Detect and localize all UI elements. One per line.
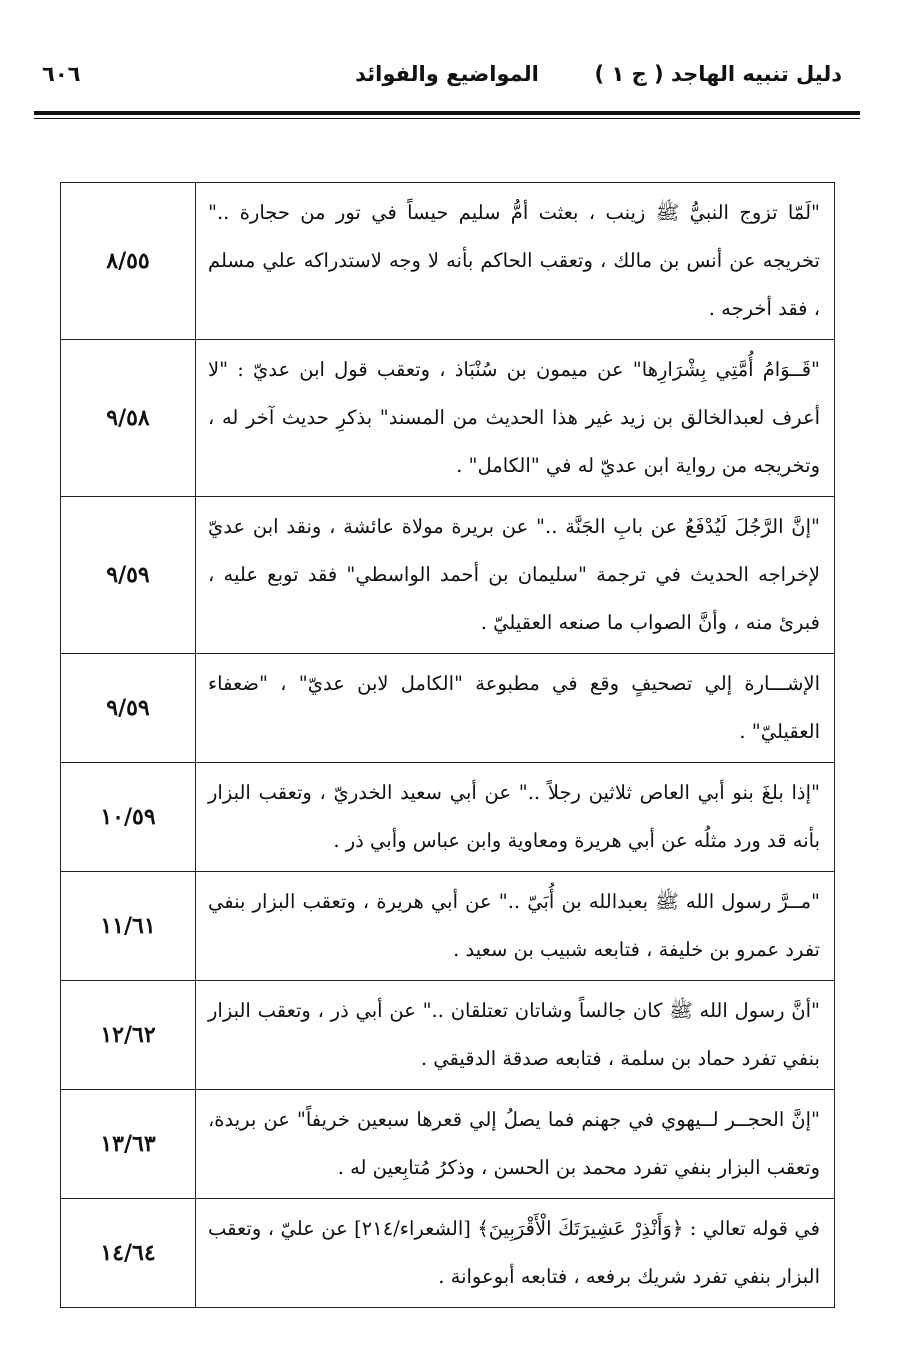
topic-description: "أنَّ رسول الله ﷺ كان جالساً وشاتان تعتلقان .." عن أبي ذر ، وتعقب البزار بنفي تفرد حماد بن سلمة ، فتابعه صدقة الدقيقي .	[196, 981, 835, 1090]
topics-table	[60, 182, 835, 1308]
topic-reference: ١٤/٦٤	[61, 1199, 196, 1308]
topic-reference: ٩/٥٨	[61, 340, 196, 497]
table-row	[61, 1199, 835, 1308]
topic-reference: ١٢/٦٢	[61, 981, 196, 1090]
topic-reference: ٨/٥٥	[61, 183, 196, 340]
header-rule-thick	[34, 111, 860, 115]
table-row	[61, 872, 835, 981]
header-rule-thin	[34, 118, 860, 119]
topic-description: "إنَّ الرَّجُلَ لَيُدْفَعُ عن بابِ الجَنَّة .." عن بريرة مولاة عائشة ، ونقد ابن عديّ لإخراجه الحديث في ترجمة "سليمان بن أحمد الواسطي" فقد توبع عليه ، فبرئ منه ، وأنَّ الصواب ما صنعه العقيليّ .	[196, 497, 835, 654]
table-row	[61, 497, 835, 654]
topic-description: "مــرَّ رسول الله ﷺ بعبدالله بن أُبَيّ .." عن أبي هريرة ، وتعقب البزار بنفي تفرد عمرو بن خليفة ، فتابعه شبيب بن سعيد .	[196, 872, 835, 981]
topic-description: "لَمّا تزوج النبيُّ ﷺ زينب ، بعثت أمُّ سليم حيساً في تور من حجارة .." تخريجه عن أنس بن مالك ، وتعقب الحاكم بأنه لا وجه لاستدراكه علي مسلم ، فقد أخرجه .	[196, 183, 835, 340]
table-row	[61, 183, 835, 340]
topic-reference: ١٠/٥٩	[61, 763, 196, 872]
topic-description: "إنَّ الحجــر لــيهوي في جهنم فما يصلُ إلي قعرها سبعين خريفاً" عن بريدة، وتعقب البزار بنفي تفرد محمد بن الحسن ، وذكرُ مُتابِعين له .	[196, 1090, 835, 1199]
page-header	[34, 56, 860, 100]
topic-reference: ١١/٦١	[61, 872, 196, 981]
topic-description: "إذا بلغَ بنو أبي العاص ثلاثين رجلاً .." عن أبي سعيد الخدريّ ، وتعقب البزار بأنه قد ورد مثلُه عن أبي هريرة ومعاوية وابن عباس وأبي ذر .	[196, 763, 835, 872]
table-row	[61, 763, 835, 872]
page-number: ٦٠٦	[42, 62, 81, 86]
topic-reference: ٩/٥٩	[61, 654, 196, 763]
section-title: المواضيع والفوائد	[355, 62, 539, 86]
table-row	[61, 1090, 835, 1199]
table-row	[61, 654, 835, 763]
topic-reference: ٩/٥٩	[61, 497, 196, 654]
book-title: دليل تنبيه الهاجد ( ج ١ )	[594, 62, 842, 86]
topic-description: "قَــوَامُ أُمَّتِي بِشْرَارِها" عن ميمون بن سُنْبَاذ ، وتعقب قول ابن عديّ : "لا أعرف لعبدالخالق بن زيد غير هذا الحديث من المسند" بذكرِ حديث آخر له ، وتخريجه من رواية ابن عديّ له في "الكامل" .	[196, 340, 835, 497]
topic-description: الإشـــارة إلي تصحيفٍ وقع في مطبوعة "الكامل لابن عديّ" ، "ضعفاء العقيليّ" .	[196, 654, 835, 763]
topic-description: في قوله تعالي : ﴿وَأَنْذِرْ عَشِيرَتَكَ الْأَقْرَبِينَ﴾ [الشعراء/٢١٤] عن عليّ ، وتعقب البزار بنفي تفرد شريك برفعه ، فتابعه أبوعوانة .	[196, 1199, 835, 1308]
table-row	[61, 340, 835, 497]
topic-reference: ١٣/٦٣	[61, 1090, 196, 1199]
table-row	[61, 981, 835, 1090]
